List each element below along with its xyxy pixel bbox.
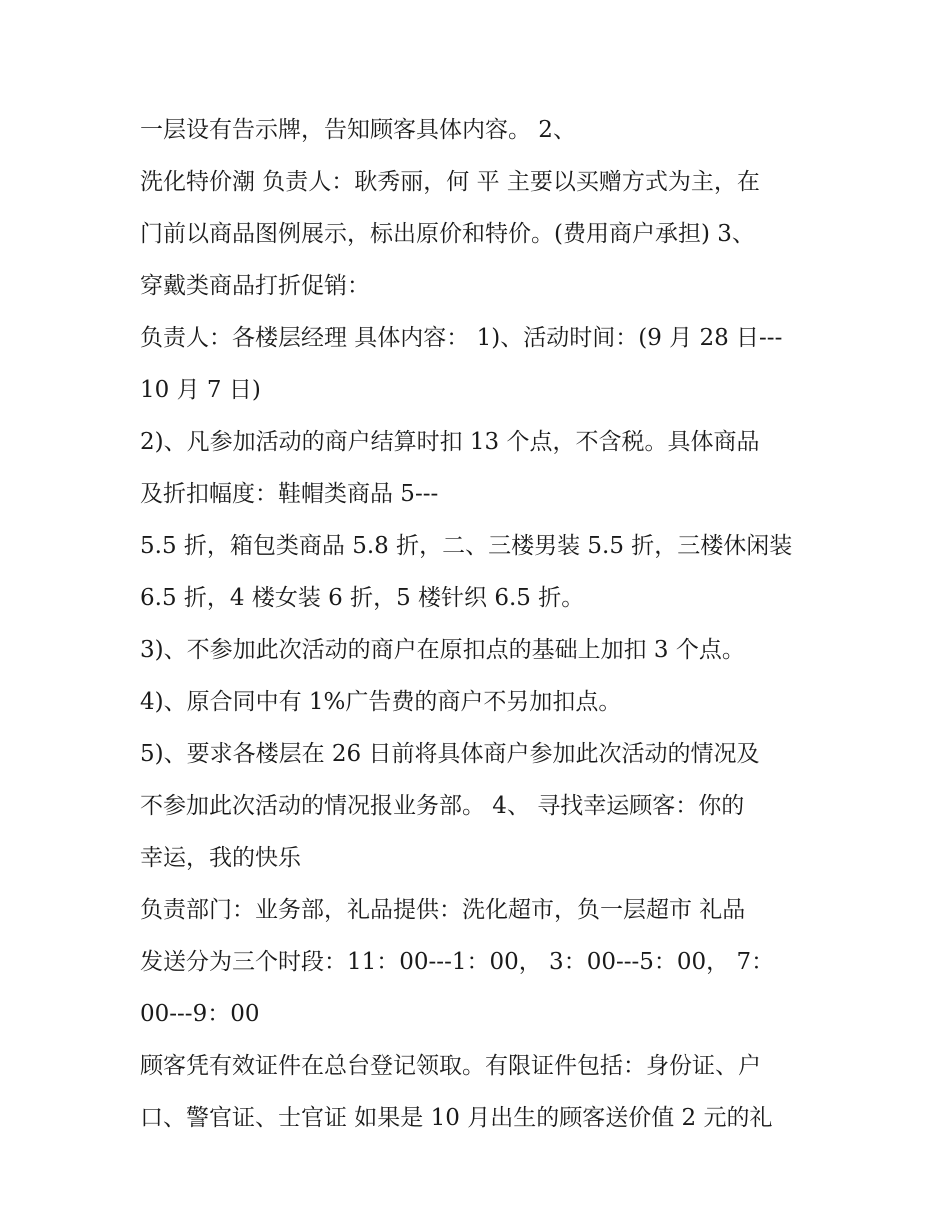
text-line: 洗化特价潮 负责人：耿秀丽，何 平 主要以买赠方式为主，在 [140,169,760,195]
text-line: 一层设有告示牌，告知顾客具体内容。 2、 [140,117,576,143]
text-line: 4)、原合同中有 1%广告费的商户不另加扣点。 [140,689,622,715]
text-line: 穿戴类商品打折促销： [140,273,370,299]
text-line: 不参加此次活动的情况报业务部。 4、 寻找幸运顾客：你的 [140,793,745,819]
text-line: 00---9：00 [140,1001,260,1027]
text-line: 负责人：各楼层经理 具体内容： 1)、活动时间：(9 月 28 日--- [140,325,783,351]
text-line: 5)、要求各楼层在 26 日前将具体商户参加此次活动的情况及 [140,741,760,767]
text-line: 门前以商品图例展示，标出原价和特价。(费用商户承担) 3、 [140,221,755,247]
text-line: 口、警官证、士官证 如果是 10 月出生的顾客送价值 2 元的礼 [140,1105,773,1131]
text-line: 发送分为三个时段：11：00---1：00， 3：00---5：00， 7： [140,949,775,975]
text-line: 5.5 折，箱包类商品 5.8 折，二、三楼男装 5.5 折，三楼休闲装 [140,533,793,559]
text-line: 2)、凡参加活动的商户结算时扣 13 个点，不含税。具体商品 [140,429,760,455]
text-line: 及折扣幅度：鞋帽类商品 5--- [140,481,439,507]
text-line: 顾客凭有效证件在总台登记领取。有限证件包括：身份证、户 [140,1053,761,1079]
text-line: 10 月 7 日) [140,377,261,403]
text-line: 幸运，我的快乐 [140,845,301,871]
text-line: 负责部门：业务部，礼品提供：洗化超市，负一层超市 礼品 [140,897,746,923]
document-body [140,104,820,1144]
text-line: 3)、不参加此次活动的商户在原扣点的基础上加扣 3 个点。 [140,637,745,663]
text-line: 6.5 折，4 楼女装 6 折，5 楼针织 6.5 折。 [140,585,585,611]
